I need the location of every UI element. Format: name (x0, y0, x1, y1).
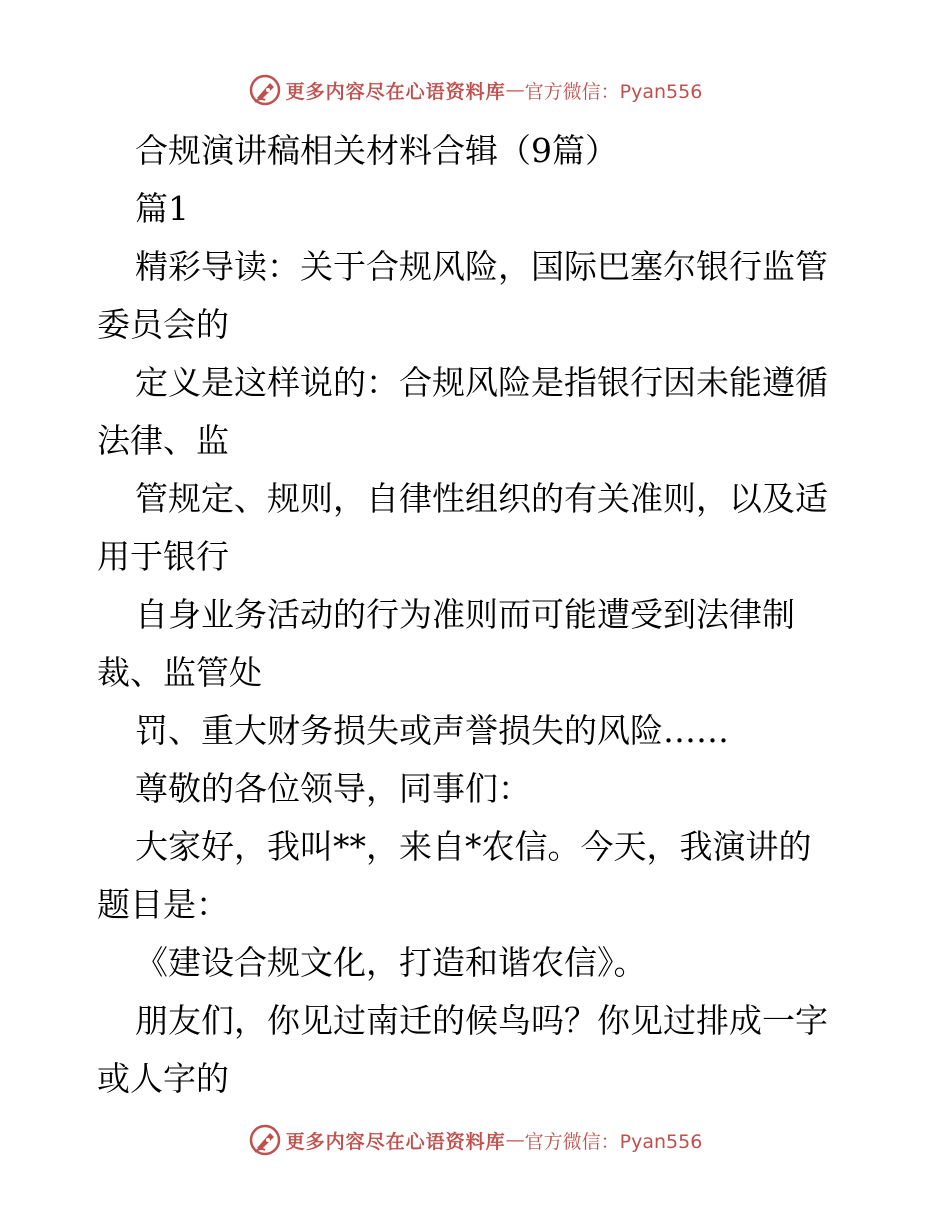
text-line: 自身业务活动的行为准则而可能遭受到法律制 (135, 595, 795, 634)
banner-brand: 更多内容尽在心语资料库 (285, 1130, 506, 1153)
banner-dash: — (505, 79, 525, 101)
text-line: 朋友们，你见过南迁的候鸟吗？你见过排成一字 (135, 1001, 828, 1040)
text-line: 或人字的 (97, 1059, 229, 1098)
footer-banner (0, 1120, 950, 1160)
text-line: 尊敬的各位领导，同事们： (135, 769, 531, 808)
text-line: 用于银行 (97, 537, 229, 576)
banner-dash: — (505, 1129, 525, 1151)
text-line: 大家好，我叫**，来自*农信。今天，我演讲的 (135, 827, 812, 866)
pen-nib-logo-icon (248, 73, 282, 107)
text-line: 管规定、规则，自律性组织的有关准则，以及适 (135, 479, 828, 518)
section-heading: 篇1 (135, 189, 189, 228)
document-body (97, 122, 857, 1108)
header-banner (0, 70, 950, 110)
text-line: 定义是这样说的：合规风险是指银行因未能遵循 (135, 363, 828, 402)
text-line: 裁、监管处 (97, 653, 262, 692)
text-line: 罚、重大财务损失或声誉损失的风险…… (135, 711, 729, 750)
pen-nib-logo-icon (248, 1123, 282, 1157)
text-line: 题目是： (97, 885, 229, 924)
text-line: 精彩导读：关于合规风险，国际巴塞尔银行监管 (135, 247, 828, 286)
doc-title: 合规演讲稿相关材料合辑（9篇） (135, 131, 618, 170)
banner-wechat: 官方微信：Pyan556 (524, 80, 703, 103)
text-line: 委员会的 (97, 305, 229, 344)
banner-wechat: 官方微信：Pyan556 (524, 1130, 703, 1153)
banner-brand: 更多内容尽在心语资料库 (285, 80, 506, 103)
text-line: 法律、监 (97, 421, 229, 460)
text-line: 《建设合规文化，打造和谐农信》。 (135, 943, 647, 982)
